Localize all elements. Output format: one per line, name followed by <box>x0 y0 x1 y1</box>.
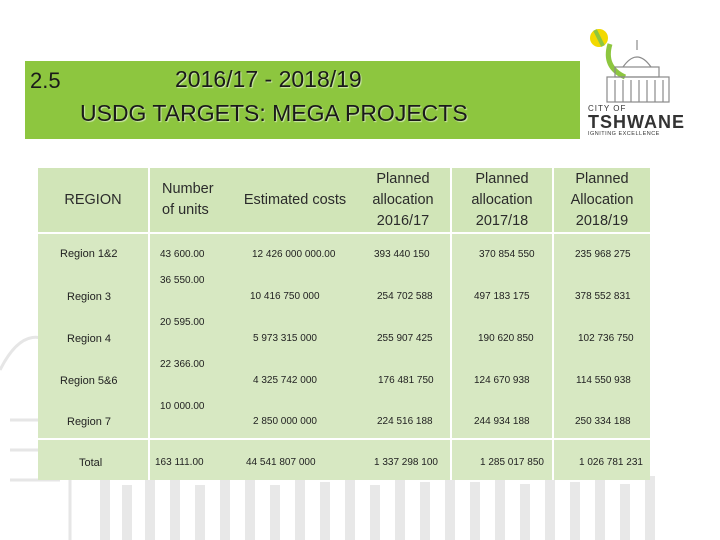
header-2016-line3: 2016/17 <box>376 212 430 229</box>
row-region: Region 7 <box>67 416 112 428</box>
row-total-label: Total <box>79 457 103 469</box>
cell-planned-2016: 224 516 188 <box>377 416 433 427</box>
slide-number: 2.5 <box>30 68 61 93</box>
cell-planned-2016: 255 907 425 <box>377 333 433 344</box>
cell-cost: 2 850 000 000 <box>253 416 317 427</box>
header-2018-line3: 2018/19 <box>575 212 629 229</box>
cell-units: 22 366.00 <box>160 359 205 370</box>
cell-planned-2017-total: 1 285 017 850 <box>480 457 544 468</box>
title-years: 2016/17 - 2018/19 <box>175 66 362 92</box>
cell-planned-2018: 114 550 938 <box>576 375 631 386</box>
header-2017-line3: 2017/18 <box>475 212 529 229</box>
grid-line <box>38 232 650 234</box>
header-2016-line1: Planned <box>376 170 430 187</box>
header-2018-line2: Allocation <box>570 191 634 208</box>
header-number-of-units <box>150 168 234 232</box>
logo-slogan: IGNITING EXCELLENCE <box>588 131 660 137</box>
header-units-line2: of units <box>162 202 209 218</box>
cell-cost: 12 426 000 000.00 <box>252 249 336 260</box>
row-region: Region 5&6 <box>60 375 118 387</box>
row-region: Region 4 <box>67 333 112 345</box>
header-2018-line1: Planned <box>575 170 629 187</box>
header-region: REGION <box>38 168 148 232</box>
cell-planned-2016: 254 702 588 <box>377 291 433 302</box>
logo-city-of: CITY OF <box>588 104 627 113</box>
header-planned-2018 <box>554 168 650 232</box>
cell-units-total: 163 111.00 <box>155 457 204 468</box>
header-planned-2017 <box>452 168 552 232</box>
logo-text <box>588 104 688 138</box>
title-subject: USDG TARGETS: MEGA PROJECTS <box>80 100 468 126</box>
cell-planned-2018: 378 552 831 <box>575 291 631 302</box>
cell-planned-2018: 250 334 188 <box>575 416 631 427</box>
cell-planned-2017: 244 934 188 <box>474 416 530 427</box>
cell-units: 43 600.00 <box>160 249 205 260</box>
header-planned-2016 <box>356 168 450 232</box>
grid-line <box>450 168 452 480</box>
header-2016-line2: allocation <box>372 191 434 208</box>
cell-units: 10 000.00 <box>160 401 205 412</box>
cell-cost-total: 44 541 807 000 <box>246 457 316 468</box>
cell-cost: 4 325 742 000 <box>253 375 317 386</box>
cell-planned-2016: 176 481 750 <box>378 375 434 386</box>
header-2017-line2: allocation <box>471 191 533 208</box>
header-estimated-costs: Estimated costs <box>234 168 356 232</box>
cell-planned-2018: 102 736 750 <box>578 333 634 344</box>
row-region: Region 3 <box>67 291 112 303</box>
cell-units: 36 550.00 <box>160 275 205 286</box>
header-units-line1: Number <box>162 181 214 197</box>
cell-planned-2018: 235 968 275 <box>575 249 631 260</box>
row-region: Region 1&2 <box>60 248 118 260</box>
grid-line <box>552 168 554 480</box>
cell-planned-2017: 190 620 850 <box>478 333 534 344</box>
cell-cost: 10 416 750 000 <box>250 291 320 302</box>
cell-planned-2017: 124 670 938 <box>474 375 530 386</box>
logo-name: TSHWANE <box>588 112 685 132</box>
header-2017-line1: Planned <box>475 170 529 187</box>
grid-line <box>148 168 150 480</box>
cell-planned-2017: 497 183 175 <box>474 291 530 302</box>
cell-cost: 5 973 315 000 <box>253 333 317 344</box>
cell-planned-2016-total: 1 337 298 100 <box>374 457 438 468</box>
cell-units: 20 595.00 <box>160 317 205 328</box>
cell-planned-2018-total: 1 026 781 231 <box>579 457 643 468</box>
grid-line <box>38 438 650 440</box>
cell-planned-2016: 393 440 150 <box>374 249 430 260</box>
cell-planned-2017: 370 854 550 <box>479 249 535 260</box>
